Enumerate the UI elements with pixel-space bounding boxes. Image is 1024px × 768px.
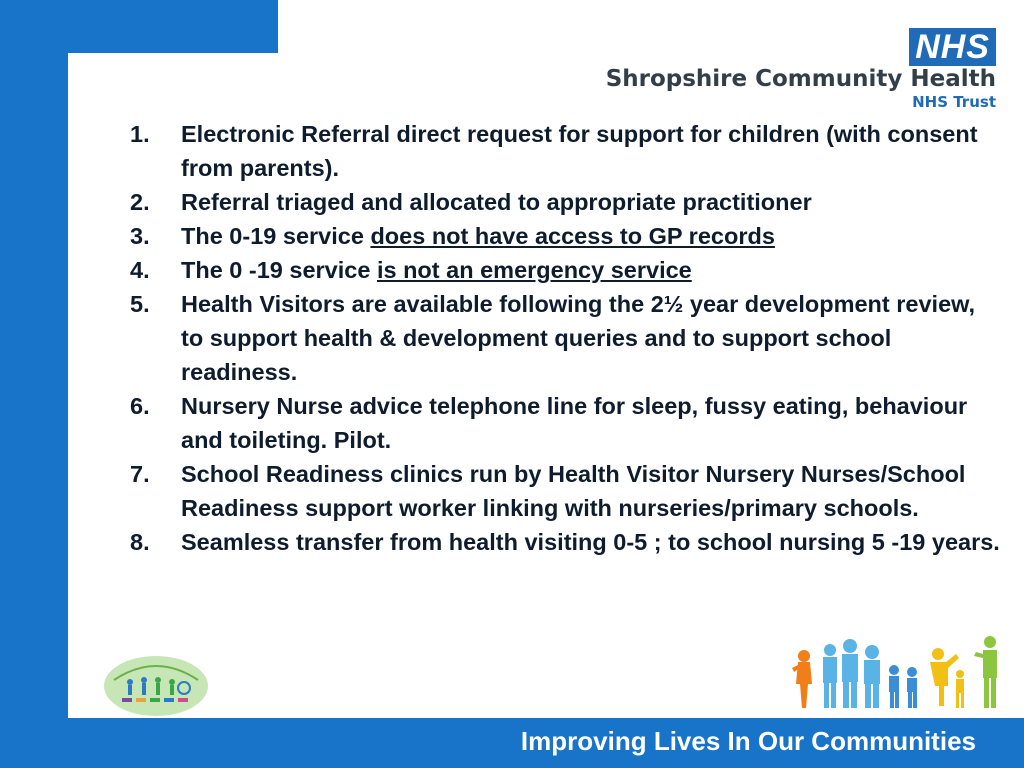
list-item: [130, 287, 1000, 389]
item-text-underlined: is not an emergency service: [376, 257, 692, 283]
item-number: 8.: [130, 529, 150, 555]
item-text: [181, 219, 775, 253]
item-text: Health Visitors are available following the 2½ year development review, to support health & development queries and to support school readiness.: [181, 291, 976, 385]
list-item: [130, 117, 1000, 185]
list-item: [130, 389, 1000, 457]
item-number: 7.: [130, 461, 150, 487]
item-text-prefix: The 0-19 service: [181, 223, 371, 249]
item-number: 4.: [130, 257, 150, 283]
item-text-underlined: does not have access to GP records: [370, 223, 775, 249]
item-text: [181, 253, 692, 287]
nhs-badge: NHS: [909, 28, 996, 66]
item-number: 1.: [130, 121, 150, 147]
numbered-list: [130, 117, 1000, 559]
item-text: Referral triaged and allocated to appropriate practitioner: [181, 189, 812, 215]
community-logo-icon: [100, 650, 212, 718]
nhs-trust-logo: [606, 28, 996, 112]
left-accent-bar: [0, 0, 68, 768]
footer-tagline: Improving Lives In Our Communities: [520, 726, 976, 756]
item-text: Seamless transfer from health visiting 0-5 ; to school nursing 5 -19 years.: [181, 529, 1000, 555]
item-text: Nursery Nurse advice telephone line for sleep, fussy eating, behaviour and toileting. Pilot.: [181, 393, 968, 453]
item-text-prefix: The 0 -19 service: [181, 257, 377, 283]
top-accent-block: [68, 0, 278, 53]
list-item: [130, 457, 1000, 525]
list-item: [130, 219, 1000, 253]
list-item: [130, 253, 1000, 287]
trust-subtitle: NHS Trust: [912, 93, 996, 111]
item-text: Electronic Referral direct request for support for children (with consent from parents).: [181, 121, 978, 181]
list-item: [130, 185, 1000, 219]
item-number: 6.: [130, 393, 150, 419]
item-text: School Readiness clinics run by Health Visitor Nursery Nurses/School Readiness support worker linking with nurseries/primary schools.: [181, 461, 966, 521]
family-figures-icon: [790, 632, 1006, 710]
item-number: 3.: [130, 223, 150, 249]
item-number: 2.: [130, 189, 150, 215]
trust-name: Shropshire Community Health: [605, 66, 996, 92]
list-item: [130, 525, 1000, 559]
item-number: 5.: [130, 291, 150, 317]
